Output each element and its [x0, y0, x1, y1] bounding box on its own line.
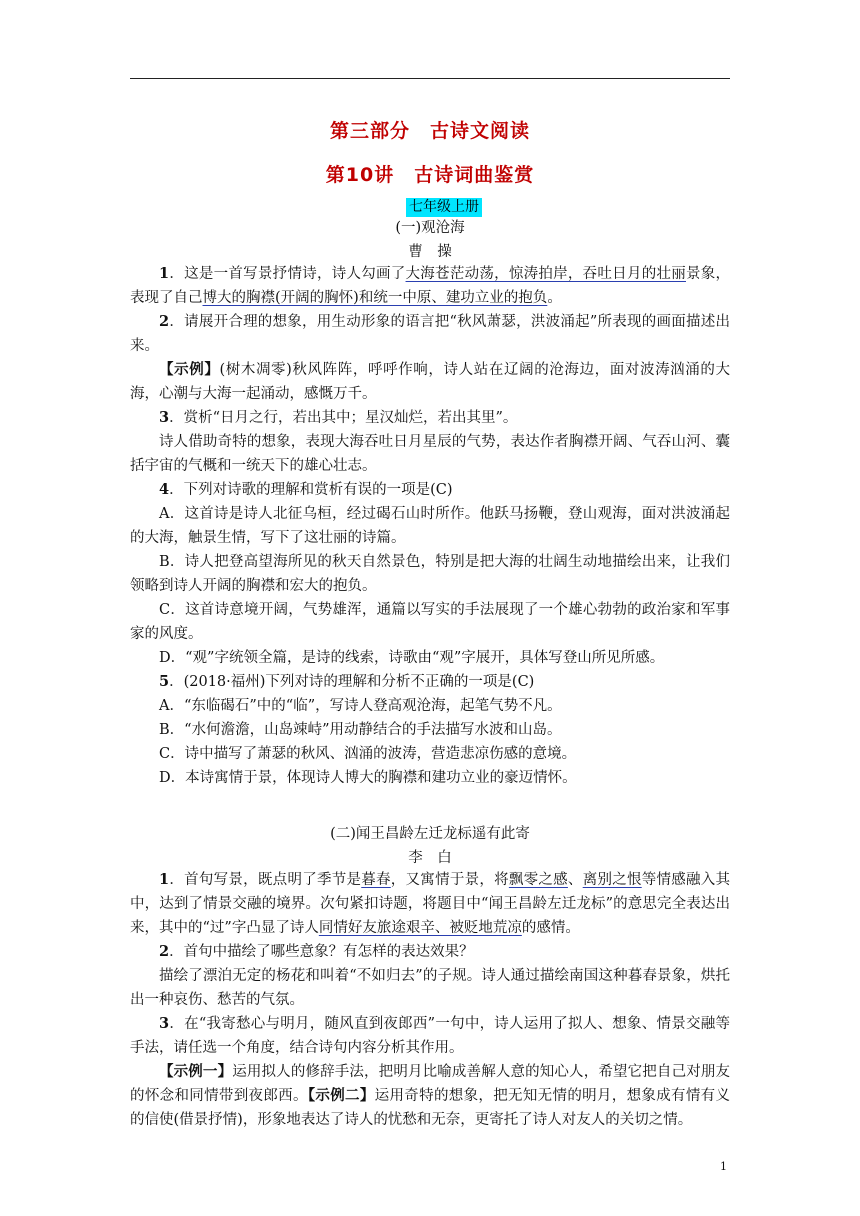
poem1-q4-option-c: C．这首诗意境开阔，气势雄浑，通篇以写实的手法展现了一个雄心勃勃的政治家和军事家的风度。 — [130, 602, 730, 642]
poem2-title: (二)闻王昌龄左迁龙标遥有此寄 — [330, 826, 530, 842]
poem1-q4-option-a: A．这首诗是诗人北征乌桓，经过碣石山时所作。他跃马扬鞭，登山观海，面对洪波涌起的大海，触景生情，写下了这壮丽的诗篇。 — [130, 506, 730, 546]
poem1-q2: 2．请展开合理的想象，用生动形象的语言把“秋风萧瑟，洪波涌起”所表现的画面描述出来。 — [130, 313, 730, 354]
poem1-q3-answer: 诗人借助奇特的想象，表现大海吞吐日月星辰的气势，表达作者胸襟开阔、气吞山河、囊括宇宙的气概和一统天下的雄心壮志。 — [130, 434, 730, 474]
part-title: 第三部分 古诗文阅读 — [329, 120, 530, 142]
poem2-q3: 3．在“我寄愁心与明月，随风直到夜郎西”一句中，诗人运用了拟人、想象、情景交融等手法，请任选一个角度，结合诗句内容分析其作用。 — [130, 1015, 730, 1056]
poem1-q4-option-d: D．“观”字统领全篇，是诗的线索，诗歌由“观”字展开，具体写登山所见所感。 — [159, 650, 665, 666]
poem1-q2-example: 【示例】(树木凋零)秋风阵阵，呼呼作响，诗人站在辽阔的沧海边，面对波涛汹涌的大海，心潮与大海一起涌动，感慨万千。 — [130, 361, 731, 402]
lesson-title: 第10讲 古诗词曲鉴赏 — [325, 164, 535, 186]
poem1-q5-option-a: A．“东临碣石”中的“临”，写诗人登高观沧海，起笔气势不凡。 — [159, 698, 562, 714]
poem1-author: 曹 操 — [408, 244, 452, 260]
poem1-q5-option-b: B．“水何澹澹，山岛竦峙”用动静结合的手法描写水波和山岛。 — [159, 722, 562, 738]
poem2-author: 李 白 — [408, 850, 452, 866]
poem1-q4: 4．下列对诗歌的理解和赏析有误的一项是(C) — [159, 481, 453, 498]
poem2-q1: 1．首句写景，既点明了季节是暮春，又寓情于景，将飘零之感、离别之恨等情感融入其中，达到了情景交融的境界。次句紧扣诗题，将题目中“闻王昌龄左迁龙标”的意思完全表达出来，其中的“过”字凸显了诗人同情好友旅途艰辛、被贬地荒凉的感情。 — [130, 871, 731, 936]
page-number: 1 — [720, 1160, 727, 1173]
poem1-title: (一)观沧海 — [395, 220, 465, 236]
poem1-q5-option-c: C．诗中描写了萧瑟的秋风、汹涌的波涛，营造悲凉伤感的意境。 — [159, 746, 577, 762]
poem1-q4-option-b: B．诗人把登高望海所见的秋天自然景色，特别是把大海的壮阔生动地描绘出来，让我们领略到诗人开阔的胸襟和宏大的抱负。 — [130, 554, 730, 594]
poem2-q3-examples: 【示例一】运用拟人的修辞手法，把明月比喻成善解人意的知心人，希望它把自己对朋友的怀念和同情带到夜郎西。【示例二】运用奇特的想象，把无知无情的明月，想象成有情有义的信使(借景抒情)，形象地表达了诗人的忧愁和无奈，更寄托了诗人对友人的关切之情。 — [130, 1063, 731, 1128]
poem1-q3: 3．赏析“日月之行，若出其中；星汉灿烂，若出其里”。 — [159, 409, 518, 426]
poem2-q2-answer: 描绘了漂泊无定的杨花和叫着“不如归去”的子规。诗人通过描绘南国这种暮春景象，烘托出一种哀伤、愁苦的气氛。 — [130, 968, 730, 1008]
poem1-q5-option-d: D．本诗寓情于景，体现诗人博大的胸襟和建功立业的豪迈情怀。 — [159, 770, 577, 786]
poem2-q2: 2．首句中描绘了哪些意象？有怎样的表达效果？ — [159, 943, 474, 960]
poem1-q5: 5．(2018·福州)下列对诗的理解和分析不正确的一项是(C) — [159, 673, 535, 690]
grade-tag: 七年级上册 — [406, 198, 482, 217]
poem1-q1: 1．这是一首写景抒情诗，诗人勾画了大海苍茫动荡，惊涛拍岸，吞吐日月的壮丽景象，表现了自己博大的胸襟(开阔的胸怀)和统一中原、建功立业的抱负。 — [130, 265, 731, 306]
header-rule — [130, 78, 730, 79]
